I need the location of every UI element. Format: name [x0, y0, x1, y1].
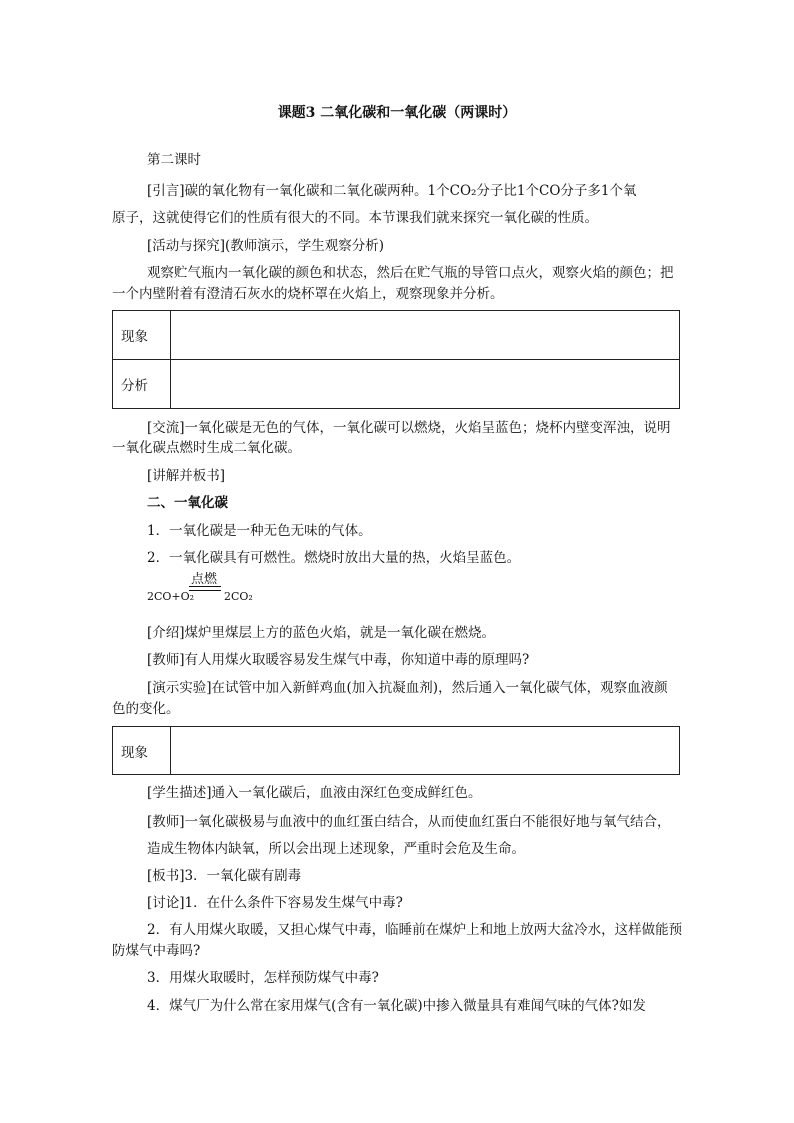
- paragraph-line: [交流]一氧化碳是无色的气体，一氧化碳可以燃烧，火焰呈蓝色；烧杯内壁变浑浊，说明: [147, 420, 671, 436]
- paragraph-line: 一个内壁附着有澄清石灰水的烧杯罩在火焰上，观察现象并分析。: [112, 286, 504, 302]
- page-title: 课题3 二氧化碳和一氧化碳（两课时）: [277, 105, 517, 121]
- observation-table-1: [112, 310, 680, 409]
- paragraph-line: 4．煤气厂为什么常在家用煤气(含有一氧化碳)中掺入微量具有难闻气味的气体?如发: [147, 998, 646, 1014]
- observation-table-2: [112, 726, 680, 775]
- paragraph-line: 1．一氧化碳是一种无色无味的气体。: [147, 523, 372, 539]
- table-cell-label: 现象: [113, 727, 171, 775]
- paragraph-line: [教师]一氧化碳极易与血液中的血红蛋白结合，从而使血红蛋白不能很好地与氧气结合，: [147, 814, 671, 830]
- paragraph-line: [板书]3．一氧化碳有剧毒: [147, 868, 302, 884]
- table-cell-label: 分析: [113, 360, 171, 409]
- paragraph-line: [引言]碳的氧化物有一氧化碳和二氧化碳两种。1个CO₂分子比1个CO分子多1个氧: [147, 183, 637, 199]
- paragraph-line: 2．一氧化碳具有可燃性。燃烧时放出大量的热，火焰呈蓝色。: [147, 550, 521, 566]
- paragraph-line: [介绍]煤炉里煤层上方的蓝色火焰，就是一氧化碳在燃烧。: [147, 625, 496, 641]
- table-cell-empty: [171, 727, 680, 775]
- equation-reactants: 2CO+O₂: [147, 590, 195, 603]
- lesson-label: 第二课时: [147, 152, 201, 168]
- paragraph-line: 色的变化。: [112, 701, 180, 717]
- table-cell-empty: [171, 360, 680, 409]
- paragraph-line: [学生描述]通入一氧化碳后，血液由深红色变成鲜红色。: [147, 785, 482, 801]
- table-row: [113, 727, 680, 775]
- paragraph-line: 一氧化碳点燃时生成二氧化碳。: [112, 440, 301, 456]
- section-heading: 二、一氧化碳: [147, 495, 228, 511]
- paragraph-line: 原子，这就使得它们的性质有很大的不同。本节课我们就来探究一氧化碳的性质。: [112, 210, 598, 226]
- table-row: [113, 360, 680, 409]
- paragraph-line: [活动与探究](教师演示，学生观察分析): [147, 238, 385, 254]
- equation-products: 2CO₂: [224, 590, 253, 603]
- table-cell-empty: [171, 311, 680, 360]
- paragraph-line: [教师]有人用煤火取暖容易发生煤气中毒，你知道中毒的原理吗?: [147, 652, 530, 668]
- paragraph-line: 2．有人用煤火取暖，又担心煤气中毒，临睡前在煤炉上和地上放两大盆冷水，这样做能预: [147, 922, 683, 938]
- paragraph-line: 3．用煤火取暖时，怎样预防煤气中毒?: [147, 970, 379, 986]
- table-row: [113, 311, 680, 360]
- paragraph-line: 防煤气中毒吗?: [112, 943, 201, 959]
- paragraph-line: [讨论]1．在什么条件下容易发生煤气中毒?: [147, 895, 403, 911]
- paragraph-line: 造成生物体内缺氧，所以会出现上述现象，严重时会危及生命。: [147, 841, 525, 857]
- table-cell-label: 现象: [113, 311, 171, 360]
- equation-condition: 点燃: [191, 572, 218, 587]
- paragraph-line: [演示实验]在试管中加入新鲜鸡血(加入抗凝血剂)，然后通入一氧化碳气体，观察血液颜: [147, 680, 668, 696]
- paragraph-line: [讲解并板书]: [147, 468, 226, 484]
- paragraph-line: 观察贮气瓶内一氧化碳的颜色和状态，然后在贮气瓶的导管口点火，观察火焰的颜色；把: [147, 265, 674, 281]
